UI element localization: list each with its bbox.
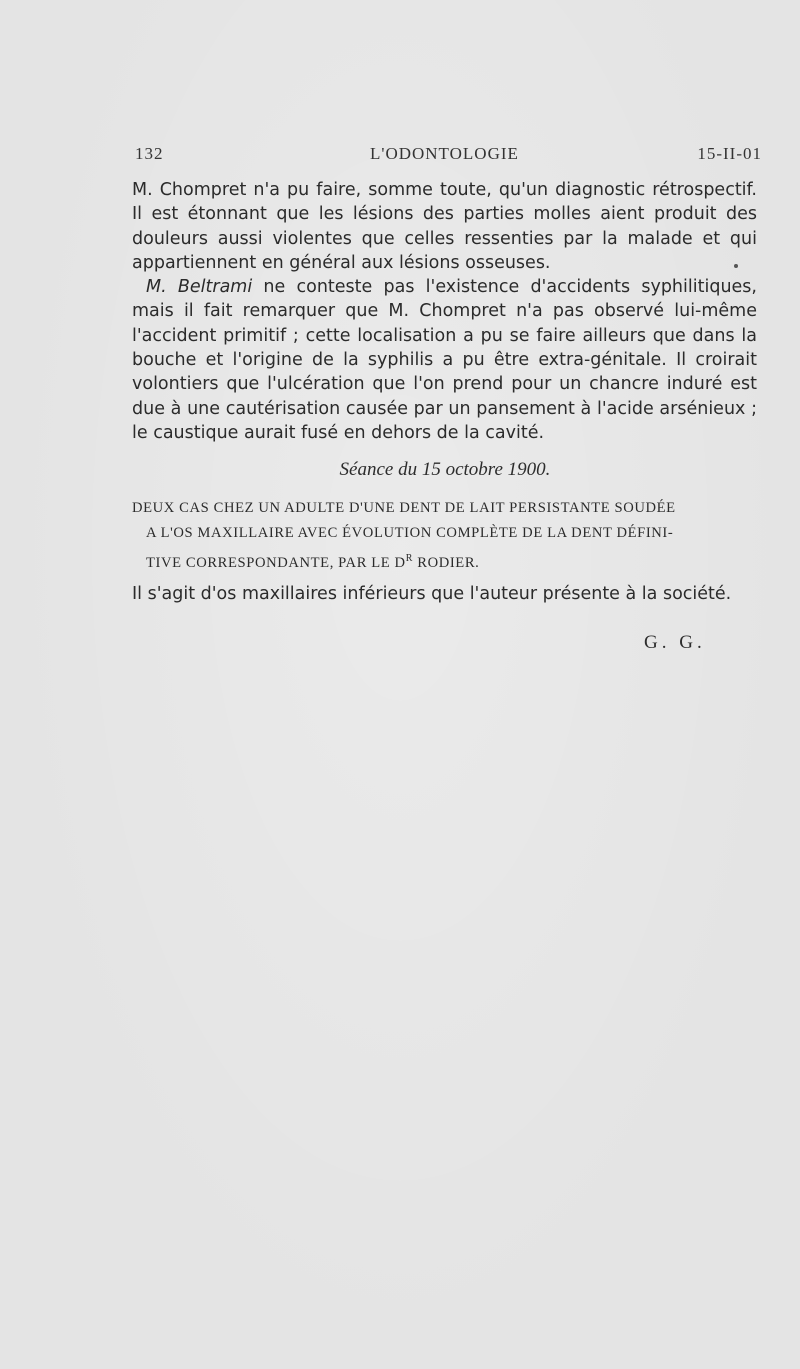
paragraph-beltrami-text: ne conteste pas l'existence d'accidents syphilitiques, mais il fait remarquer que M. Chompret n'a pas observé lui-même l'accident primitif ; cette localisation a pu se faire ailleurs que dans la bouche et l'origine de la syphilis a pu être extra-génitale. Il croirait volontiers que l'ulcération que l'on prend pour un chancre induré est due à une cautérisation causée par un pansement à l'acide arsénieux ; le caustique aurait fusé en dehors de la cavité.	[132, 277, 757, 443]
title-superscript: R	[405, 553, 413, 564]
paragraph-beltrami	[132, 275, 757, 445]
page-number: 132	[135, 144, 164, 163]
title-line-2: A L'OS MAXILLAIRE AVEC ÉVOLUTION COMPLÈTE DE LA DENT DÉFINI-	[146, 525, 674, 541]
running-header	[135, 144, 765, 168]
print-speck	[734, 264, 738, 268]
communication-title	[132, 496, 757, 576]
title-line-1: DEUX CAS CHEZ UN ADULTE D'UNE DENT DE LAIT PERSISTANTE SOUDÉE	[132, 500, 676, 516]
speaker-name: M. Beltrami	[146, 277, 253, 298]
author-initials: G. G.	[644, 632, 706, 653]
title-line-3	[132, 546, 757, 576]
author-name: RODIER.	[412, 554, 480, 571]
paragraph-chompret: M. Chompret n'a pu faire, somme toute, qu'un diagnostic rétrospectif. Il est étonnant que les lésions des parties molles aient produit des douleurs aussi violentes que celles ressenties par la malade et qui appartiennent en général aux lésions osseuses.	[132, 180, 757, 273]
closing-paragraph: Il s'agit d'os maxillaires inférieurs que l'auteur présente à la société.	[132, 584, 732, 604]
title-line-3-text: TIVE CORRESPONDANTE, PAR LE D	[146, 554, 406, 571]
discussion-text	[132, 178, 757, 445]
session-heading: Séance du 15 octobre 1900.	[339, 459, 551, 480]
journal-title: L'ODONTOLOGIE	[370, 144, 519, 163]
issue-date: 15-II-01	[697, 144, 762, 163]
